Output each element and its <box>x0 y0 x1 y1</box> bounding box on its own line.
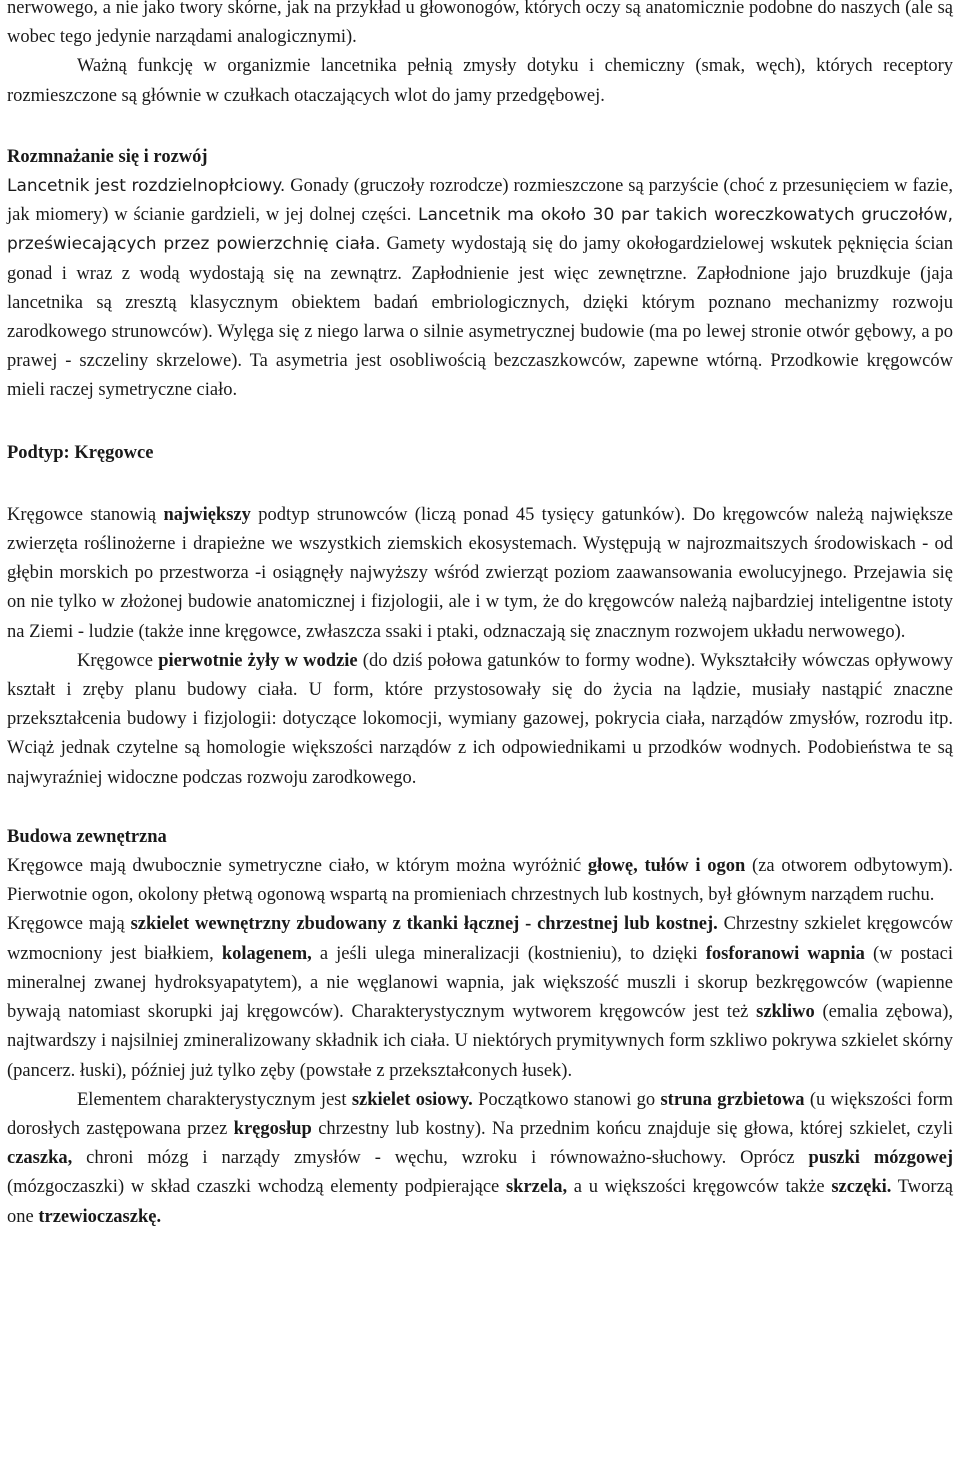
paragraph-senses: Ważną funkcję w organizmie lancetnika pełnią zmysły dotyku i chemiczny (smak, węch), których receptory rozmieszczone są głównie w czułkach otaczających wlot do jamy przedgębowej. <box>7 56 953 106</box>
bold-term: największy <box>163 504 251 525</box>
text-segment: a u większości kręgowców także <box>567 1177 832 1198</box>
text-segment: Charakterystycznym wytworem kręgowców jest też <box>343 1002 757 1023</box>
bold-term: głowę, tułów i ogon <box>587 856 746 877</box>
text-segment: Oprócz <box>726 1148 809 1169</box>
paragraph-external-structure <box>7 852 953 910</box>
text-segment: Gonady (gruczoły rozrodcze) rozmieszczone są parzyście (choć z przesunięciem w fazie, jak miomery) w ścianie gardzieli, w jej dolnej części. <box>7 176 954 226</box>
text-segment: (emalia zębowa), najtwardszy i najsilniej zmineralizowany składnik ich ciała. <box>7 1002 954 1052</box>
text-segment: chroni mózg i narządy zmysłów - węchu, wzroku i równoważno-słuchowy. <box>72 1148 727 1169</box>
text-segment: Zapłodnione jajo bruzdkuje (jaja lancetnika są zresztą klasycznym obiektem badań embriologicznych, dzięki którym poznano mechanizmy rozwoju zarodkowego strunowców). <box>7 263 953 343</box>
bold-term: pierwotnie żyły w wodzie <box>158 650 358 671</box>
paragraph-reproduction <box>7 172 953 406</box>
bold-term: skrzela, <box>505 1177 568 1198</box>
text-segment: (do dziś połowa gatunków to formy wodne). <box>357 650 696 671</box>
text-segment: Pierwotnie ogon, okolony płetwą ogonową wspartą na promieniach chrzestnych lub kostnych, był głównym narządem ruchu. <box>7 885 935 906</box>
bold-term: trzewioczaszkę. <box>38 1206 162 1227</box>
heading-external-structure: Budowa zewnętrzna <box>7 826 167 847</box>
text-segment: (za otworem odbytowym). <box>745 856 954 877</box>
text-segment: Podobieństwa te są najwyraźniej widoczne podczas rozwoju zarodkowego. <box>7 738 954 788</box>
text-segment: Chrzestny szkielet kręgowców wzmocniony jest białkiem, <box>7 914 954 964</box>
text-segment: (mózgoczaszki) w skład czaszki wchodzą elementy podpierające <box>7 1177 506 1198</box>
paragraph-skeleton <box>7 910 953 1085</box>
text-segment: Ta asymetria jest osobliwością bezczaszkowców, zapewne wtórną. <box>242 351 763 372</box>
text-segment: Przejawia się on nie tylko w złożonej budowie anatomicznej i fizjologii, ale i w tym, że do kręgowców należą najbardziej inteligentne istoty na Ziemi - ludzie (także inne kręgowce, zwłaszcza ssaki i ptaki, odznaczają się znacznym rozwojem układu nerwowego). <box>7 563 953 642</box>
bold-term: kręgosłup <box>233 1118 312 1139</box>
text-segment: Wciąż jednak czytelne są homologie większości narządów z ich odpowiednikami u przodków wodnych. <box>7 738 802 759</box>
bold-term: kolagenem, <box>221 943 312 964</box>
text-segment: Tworzą one <box>7 1177 953 1227</box>
text-segment: Wykształciły wówczas opływowy kształt i zręby planu budowy ciała. <box>7 650 954 701</box>
text-segment: chrzestny lub kostny). <box>311 1118 486 1139</box>
text-segment: podtyp strunowców (liczą ponad 45 tysięcy gatunków). <box>250 504 686 525</box>
text-segment: (u większości form dorosłych zastępowana przez <box>7 1089 954 1139</box>
text-segment: (w postaci mineralnej zwanej hydroksyapatytem), a nie węglanowi wapnia, jak większość muszli i skorup bezkręgowców (wapienne bywają natomiast skorupki jaj kręgowców). <box>7 943 953 1023</box>
text-segment: Lancetnik jest rozdzielnopłciowy. <box>7 176 286 197</box>
text-segment: Kręgowce <box>77 650 159 671</box>
bold-term: szczęki. <box>831 1177 892 1198</box>
bold-term: szkliwo <box>756 1002 815 1023</box>
text-segment: Gamety wydostają się do jamy okołogardzielowej wskutek pęknięcia ścian gonad i wraz z wodą wydostają się na zewnątrz. Zapłodnienie jest więc zewnętrzne. <box>7 234 954 284</box>
text-segment: Wylęga się z niego larwa o silnie asymetrycznej budowie (ma po lewej stronie otwór gębowy, a po prawej - szczeliny skrzelowe). <box>7 322 954 372</box>
heading-subtype-vertebrates: Podtyp: Kręgowce <box>7 442 154 463</box>
text-segment: Kręgowce mają dwubocznie symetryczne ciało, w którym można wyróżnić <box>7 856 588 877</box>
text-segment: U niektórych prymitywnych form szkliwo pokrywa szkielet skórny (pancerz. łuski), później już tylko zęby (powstałe z przekształconych łusek). <box>7 1031 953 1081</box>
text-segment: Początkowo stanowi go <box>472 1089 661 1110</box>
paragraph-axial-skeleton <box>7 1086 953 1232</box>
text-segment: Kręgowce stanowią <box>7 504 164 525</box>
paragraph-vertebrates-intro <box>7 501 953 647</box>
paragraph-eyes: nerwowego, a nie jako twory skórne, jak na przykład u głowonogów, których oczy są anatomicznie podobne do naszych (ale są wobec tego jedynie narządami analogicznymi). <box>7 0 953 48</box>
bold-term: fosforanowi wapnia <box>705 943 865 964</box>
bold-term: szkielet osiowy. <box>351 1089 473 1110</box>
text-segment: Występują w najrozmaitszych środowiskach - od głębin morskich po przestworza -i osiągnęły najwyższy wśród zwierząt poziom zaawansowania ewolucyjnego. <box>7 534 953 584</box>
bold-term: struna grzbietowa <box>660 1089 805 1110</box>
text-segment: Lancetnik ma około 30 par takich woreczkowatych gruczołów, przeświecających przez powierzchnię ciała. <box>7 205 953 255</box>
bold-term: szkielet wewnętrzny zbudowany z tkanki łącznej - chrzestnej lub kostnej. <box>130 914 718 935</box>
heading-reproduction: Rozmnażanie się i rozwój <box>7 146 208 167</box>
text-segment: Na przednim końcu znajduje się głowa, której szkielet, czyli <box>485 1118 954 1139</box>
text-segment: Elementem charakterystycznym jest <box>77 1089 352 1110</box>
text-segment: Przodkowie kręgowców mieli raczej symetryczne ciało. <box>7 351 953 401</box>
text-segment: U form, które przystosowały się do życia na lądzie, musiały nastąpić znaczne przekształcenia budowy i fizjologii: dotyczące lokomocji, wymiany gazowej, pokrycia ciała, narządów zmysłów, rozrodu itp. <box>7 680 953 730</box>
text-segment: Kręgowce mają <box>7 914 131 935</box>
bold-term: puszki mózgowej <box>808 1148 953 1169</box>
text-segment: Do kręgowców należą największe zwierzęta roślinożerne i drapieżne we wszystkich ziemskich ekosystemach. <box>7 504 953 555</box>
paragraph-vertebrates-water <box>7 647 953 793</box>
text-segment: a jeśli ulega mineralizacji (kostnieniu), to dzięki <box>311 943 706 964</box>
bold-term: czaszka, <box>7 1148 73 1169</box>
